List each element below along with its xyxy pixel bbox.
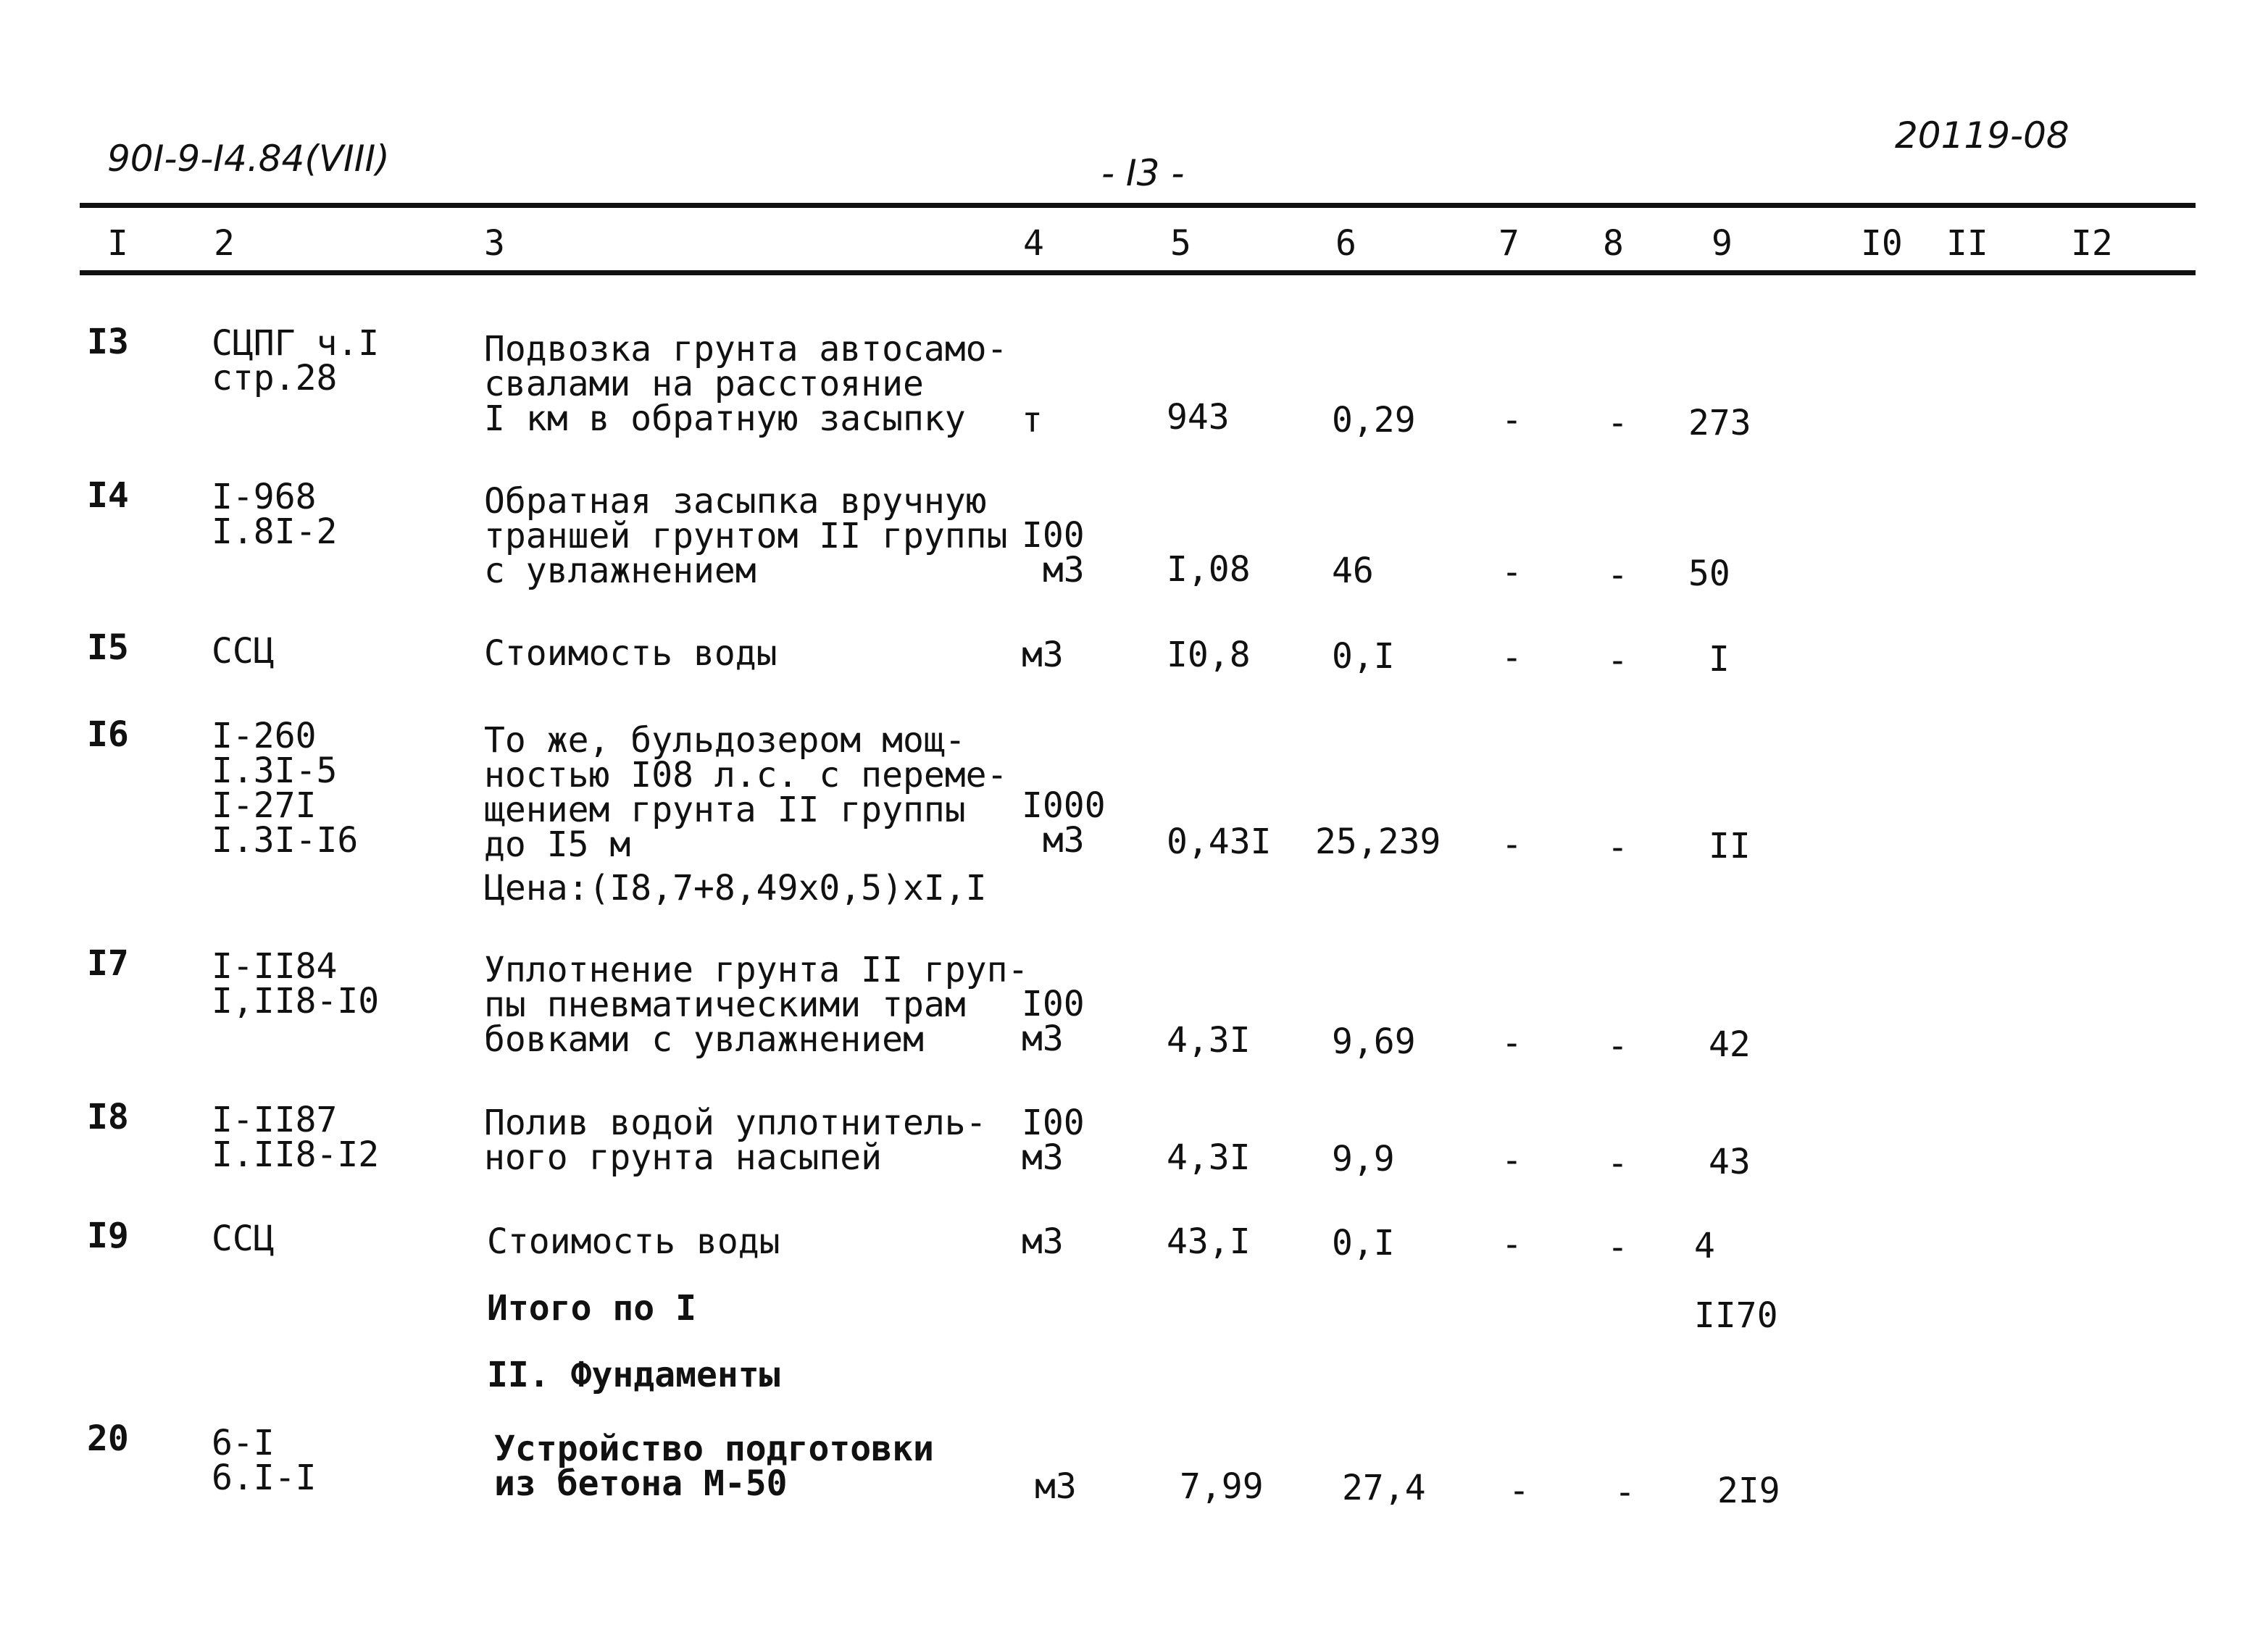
unit-price: 0,I bbox=[1332, 1223, 1395, 1263]
cell-col8: - bbox=[1607, 1143, 1628, 1184]
section-heading: II. Фундаменты bbox=[487, 1355, 780, 1395]
subtotal-value: II70 bbox=[1694, 1295, 1778, 1336]
unit-price: 9,69 bbox=[1332, 1021, 1416, 1062]
unit-price: 46 bbox=[1332, 551, 1374, 591]
row-number: I7 bbox=[87, 943, 129, 984]
unit: I00 м3 bbox=[1022, 984, 1085, 1059]
column-header: 6 bbox=[1335, 223, 1356, 264]
total-cost: 273 bbox=[1688, 403, 1751, 443]
cell-col7: - bbox=[1501, 552, 1522, 593]
unit-price: 0,29 bbox=[1332, 400, 1416, 440]
document-code: 90I-9-I4.84(VIII) bbox=[107, 138, 390, 180]
column-header: 2 bbox=[214, 223, 235, 264]
row-number: I6 bbox=[87, 714, 129, 755]
norm-reference: I-II84 I,II8-I0 bbox=[212, 946, 380, 1021]
total-cost: 43 bbox=[1709, 1142, 1751, 1182]
row-number: I8 bbox=[87, 1097, 129, 1137]
norm-reference: ССЦ bbox=[212, 1219, 275, 1259]
header-bottom-rule bbox=[80, 270, 2196, 275]
norm-reference: I-260 I.3I-5 I-27I I.3I-I6 bbox=[212, 716, 359, 861]
work-description: Полив водой уплотнитель- ного грунта насыпей bbox=[484, 1103, 987, 1178]
cell-col8: - bbox=[1607, 640, 1628, 681]
quantity: 4,3I bbox=[1167, 1137, 1251, 1178]
total-cost: 2I9 bbox=[1717, 1471, 1780, 1511]
unit: м3 bbox=[1022, 1221, 1064, 1262]
unit: I00 м3 bbox=[1022, 1103, 1085, 1178]
quantity: 43,I bbox=[1167, 1221, 1251, 1262]
row-number: I4 bbox=[87, 475, 129, 516]
column-header: I0 bbox=[1861, 223, 1903, 264]
cell-col7: - bbox=[1501, 1224, 1522, 1265]
cell-col7: - bbox=[1501, 400, 1522, 440]
unit: I000 м3 bbox=[1022, 785, 1106, 861]
unit-price: 0,I bbox=[1332, 636, 1395, 677]
work-description: Подвозка грунта автосамо- свалами на расстояние I км в обратную засыпку bbox=[484, 329, 1008, 439]
cell-col8: - bbox=[1607, 827, 1628, 868]
column-header: 5 bbox=[1170, 223, 1191, 264]
row-number: I5 bbox=[87, 627, 129, 668]
total-cost: 42 bbox=[1709, 1024, 1751, 1065]
unit-price: 25,239 bbox=[1315, 822, 1441, 862]
work-description: Стоимость воды bbox=[484, 633, 777, 674]
unit: м3 bbox=[1022, 635, 1064, 675]
cell-col8: - bbox=[1607, 555, 1628, 595]
unit-price: 27,4 bbox=[1342, 1468, 1426, 1508]
quantity: 943 bbox=[1167, 397, 1230, 438]
unit: т bbox=[1022, 400, 1043, 440]
unit-price: 9,9 bbox=[1332, 1139, 1395, 1179]
column-header: I bbox=[107, 223, 128, 264]
cell-col8: - bbox=[1607, 1227, 1628, 1268]
quantity: 4,3I bbox=[1167, 1020, 1251, 1061]
norm-reference: СЦПГ ч.I стр.28 bbox=[212, 323, 380, 398]
subtotal-label: Итого по I bbox=[487, 1288, 696, 1329]
total-cost: 4 bbox=[1694, 1226, 1715, 1266]
column-header: 9 bbox=[1712, 223, 1733, 264]
column-header: 7 bbox=[1498, 223, 1519, 264]
quantity: 0,43I bbox=[1167, 822, 1272, 862]
column-header: 8 bbox=[1603, 223, 1624, 264]
work-description: Стоимость воды bbox=[487, 1221, 780, 1262]
norm-reference: 6-I 6.I-I bbox=[212, 1423, 317, 1498]
cell-col7: - bbox=[1509, 1471, 1530, 1511]
row-number: I3 bbox=[87, 322, 129, 362]
column-header: 3 bbox=[484, 223, 505, 264]
total-cost: I bbox=[1709, 639, 1730, 680]
cell-col7: - bbox=[1501, 1023, 1522, 1063]
price-formula-note: Цена:(I8,7+8,49х0,5)хI,I bbox=[484, 868, 987, 908]
cell-col7: - bbox=[1501, 638, 1522, 678]
row-number: I9 bbox=[87, 1216, 129, 1256]
cell-col8: - bbox=[1607, 1026, 1628, 1066]
cell-col8: - bbox=[1614, 1472, 1635, 1513]
quantity: I0,8 bbox=[1167, 635, 1251, 675]
row-number: 20 bbox=[87, 1418, 129, 1459]
total-cost: II bbox=[1709, 826, 1751, 866]
quantity: I,08 bbox=[1167, 549, 1251, 590]
work-description: Устройство подготовки из бетона М-50 bbox=[494, 1429, 934, 1504]
unit: I00 м3 bbox=[1022, 515, 1085, 590]
norm-reference: I-968 I.8I-2 bbox=[212, 477, 338, 552]
sheet-code: 20119-08 bbox=[1895, 114, 2069, 156]
header-top-rule bbox=[80, 203, 2196, 208]
unit: м3 bbox=[1035, 1466, 1077, 1507]
quantity: 7,99 bbox=[1180, 1466, 1264, 1507]
column-header: II bbox=[1946, 223, 1988, 264]
page-number: - I3 - bbox=[1101, 152, 1185, 194]
cell-col7: - bbox=[1501, 1140, 1522, 1181]
norm-reference: I-II87 I.II8-I2 bbox=[212, 1100, 380, 1175]
work-description: Обратная засыпка вручную траншей грунтом II группы с увлажнением bbox=[484, 481, 1008, 591]
cell-col7: - bbox=[1501, 824, 1522, 865]
cell-col8: - bbox=[1607, 403, 1628, 443]
work-description: То же, бульдозером мощ- ностью I08 л.с. с переме- щением грунта II группы до I5 м bbox=[484, 720, 1008, 865]
total-cost: 50 bbox=[1688, 553, 1730, 594]
work-description: Уплотнение грунта II груп- пы пневматическими трам бовками с увлажнением bbox=[484, 950, 1029, 1060]
norm-reference: ССЦ bbox=[212, 631, 275, 672]
column-header: I2 bbox=[2071, 223, 2113, 264]
column-header: 4 bbox=[1023, 223, 1044, 264]
